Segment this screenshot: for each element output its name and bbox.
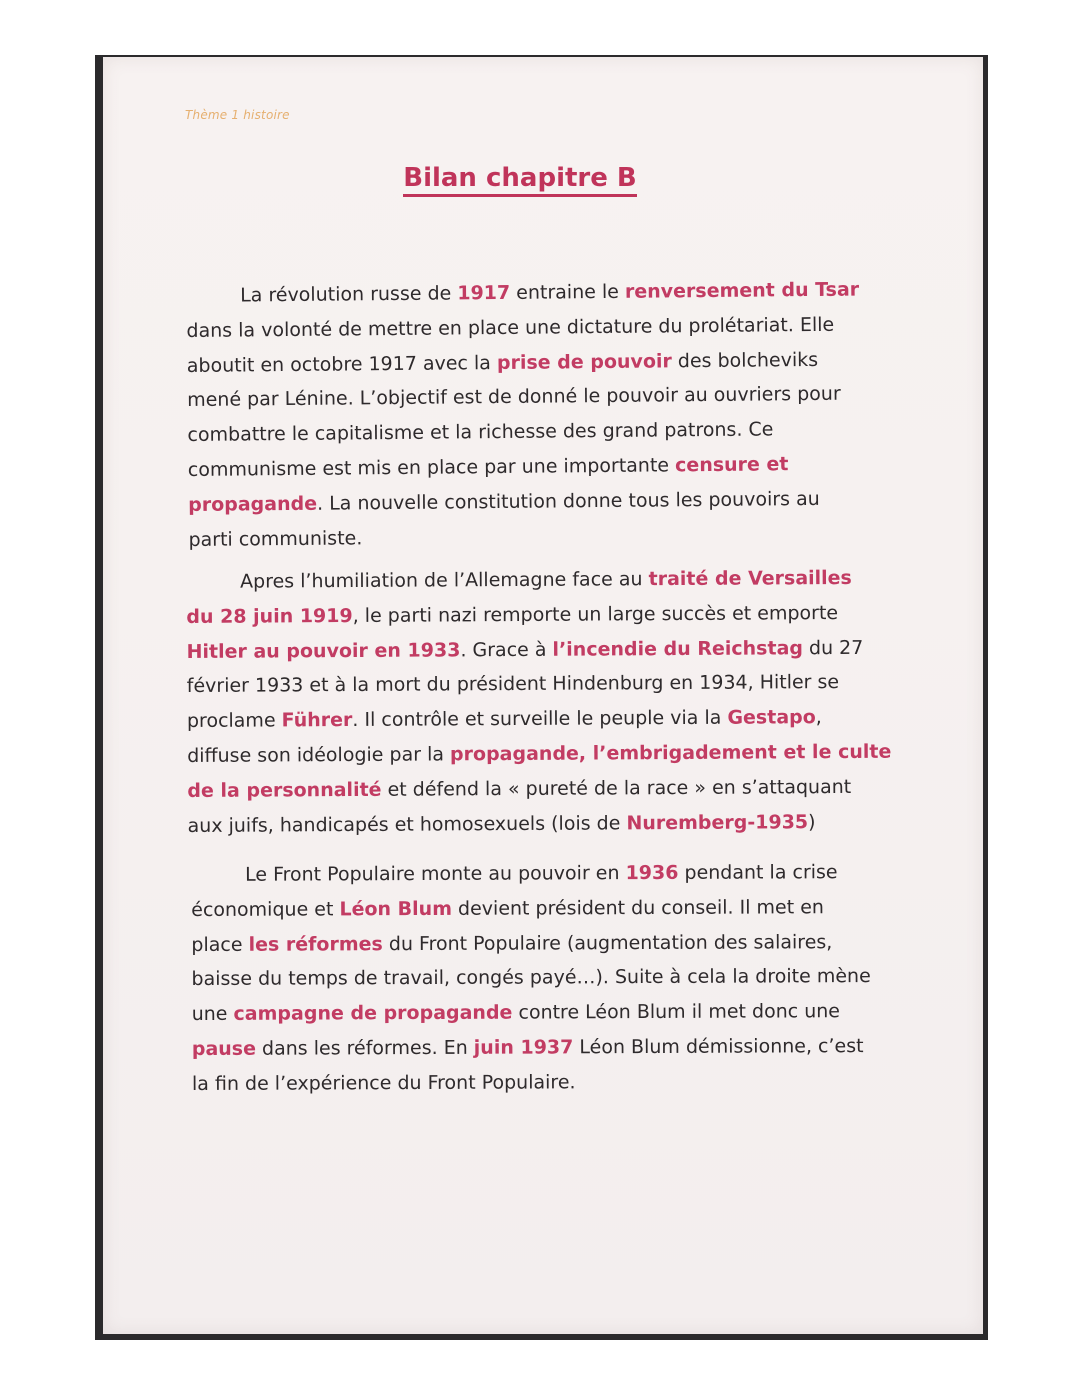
highlighted-term: l’incendie du Reichstag [552,636,804,661]
text-line [187,735,892,774]
text-segment: Le Front Populaire monte au pouvoir en [245,862,626,886]
text-segment: entraine le [510,280,626,304]
text-segment: du Front Populaire (augmentation des salaires, [382,930,833,955]
text-segment: pendant la crise [678,861,838,884]
highlighted-term: renversement du Tsar [624,278,860,303]
highlighted-term: traité de Versailles [648,566,852,591]
text-segment: aux juifs, handicapés et homosexuels (lois de [187,811,627,837]
text-segment: des bolcheviks [671,348,819,372]
highlighted-term: propagande, l’embrigadement et le culte [449,740,892,766]
text-segment: , le parti nazi remporte un large succès et emporte [352,601,839,627]
paragraph-russian-revolution [186,272,869,557]
header-label: Thème 1 histoire [185,108,290,122]
paragraph-nazi-germany [186,561,892,844]
text-line [191,855,871,893]
text-segment: communisme est mis en place par une importante [187,454,676,481]
text-line [186,596,866,635]
text-line [192,1029,872,1067]
text-segment: Apres l’humiliation de l’Allemagne face au [240,568,649,593]
page-title-text: Bilan chapitre B [403,163,637,197]
text-line [186,561,866,600]
text-segment: proclame [186,709,282,733]
text-segment: devient président du conseil. Il met en [451,896,824,920]
text-line [192,994,872,1032]
text-segment: mené par Lénine. L’objectif est de donné le pouvoir au ouvriers pour [187,383,841,412]
text-line [188,516,868,557]
text-line [188,481,868,522]
highlighted-term: Nuremberg-1935 [626,810,809,834]
text-line [191,959,871,997]
highlighted-term: de la personnalité [187,778,382,802]
highlighted-term: pause [191,1037,257,1060]
text-segment: dans les réformes. En [255,1036,474,1060]
text-segment: diffuse son idéologie par la [187,743,451,767]
text-segment: la fin de l’expérience du Front Populaire. [191,1071,576,1095]
text-line [191,925,871,963]
text-segment: dans la volonté de mettre en place une dictature du prolétariat. Elle [186,313,835,342]
text-line [191,890,871,928]
text-segment: Léon Blum démissionne, c’est [573,1035,864,1059]
text-segment: contre Léon Blum il met donc une [512,1000,841,1024]
highlighted-term: prise de pouvoir [496,349,672,374]
highlighted-term: campagne de propagande [233,1001,513,1026]
text-segment: combattre le capitalisme et la richesse des grand patrons. Ce [187,418,774,447]
text-segment: . Grace à [460,638,553,661]
text-segment: . La nouvelle constitution donne tous les pouvoirs au [316,487,820,515]
text-segment: . Il contrôle et surveille le peuple via la [352,706,728,732]
text-segment: ) [808,810,816,833]
text-segment: baisse du temps de travail, congés payé…). Suite à cela la droite mène [191,965,871,991]
text-segment: , [815,706,822,729]
highlighted-term: Gestapo [727,706,816,729]
text-segment: du 27 [802,636,864,659]
text-segment: une [191,1003,234,1026]
text-segment: parti communiste. [188,526,363,551]
highlighted-term: Hitler au pouvoir en 1933 [186,638,461,663]
text-line [192,1064,872,1102]
text-line [187,700,867,739]
text-line [186,307,866,348]
text-segment: aboutit en octobre 1917 avec la [186,351,498,377]
text-segment: février 1933 et à la mort du président Hindenburg en 1934, Hitler se [186,671,840,698]
highlighted-term: 1917 [457,281,511,305]
text-segment: place [191,933,249,956]
highlighted-term: du 28 juin 1919 [186,604,353,628]
text-line [187,665,867,704]
text-line [187,770,867,809]
highlighted-term: censure et [675,453,789,477]
text-segment: La révolution russe de [240,282,458,307]
highlighted-term: propagande [188,492,318,516]
highlighted-term: Führer [281,709,353,732]
highlighted-term: Léon Blum [339,897,453,921]
highlighted-term: les réformes [248,932,383,956]
highlighted-term: juin 1937 [473,1036,574,1059]
highlighted-term: 1936 [625,861,679,885]
text-line [187,804,867,843]
text-segment: économique et [191,898,340,921]
text-segment: et défend la « pureté de la race » en s’attaquant [381,775,852,801]
text-line [186,630,866,669]
page-title [0,163,1040,193]
paragraph-front-populaire [191,855,872,1102]
